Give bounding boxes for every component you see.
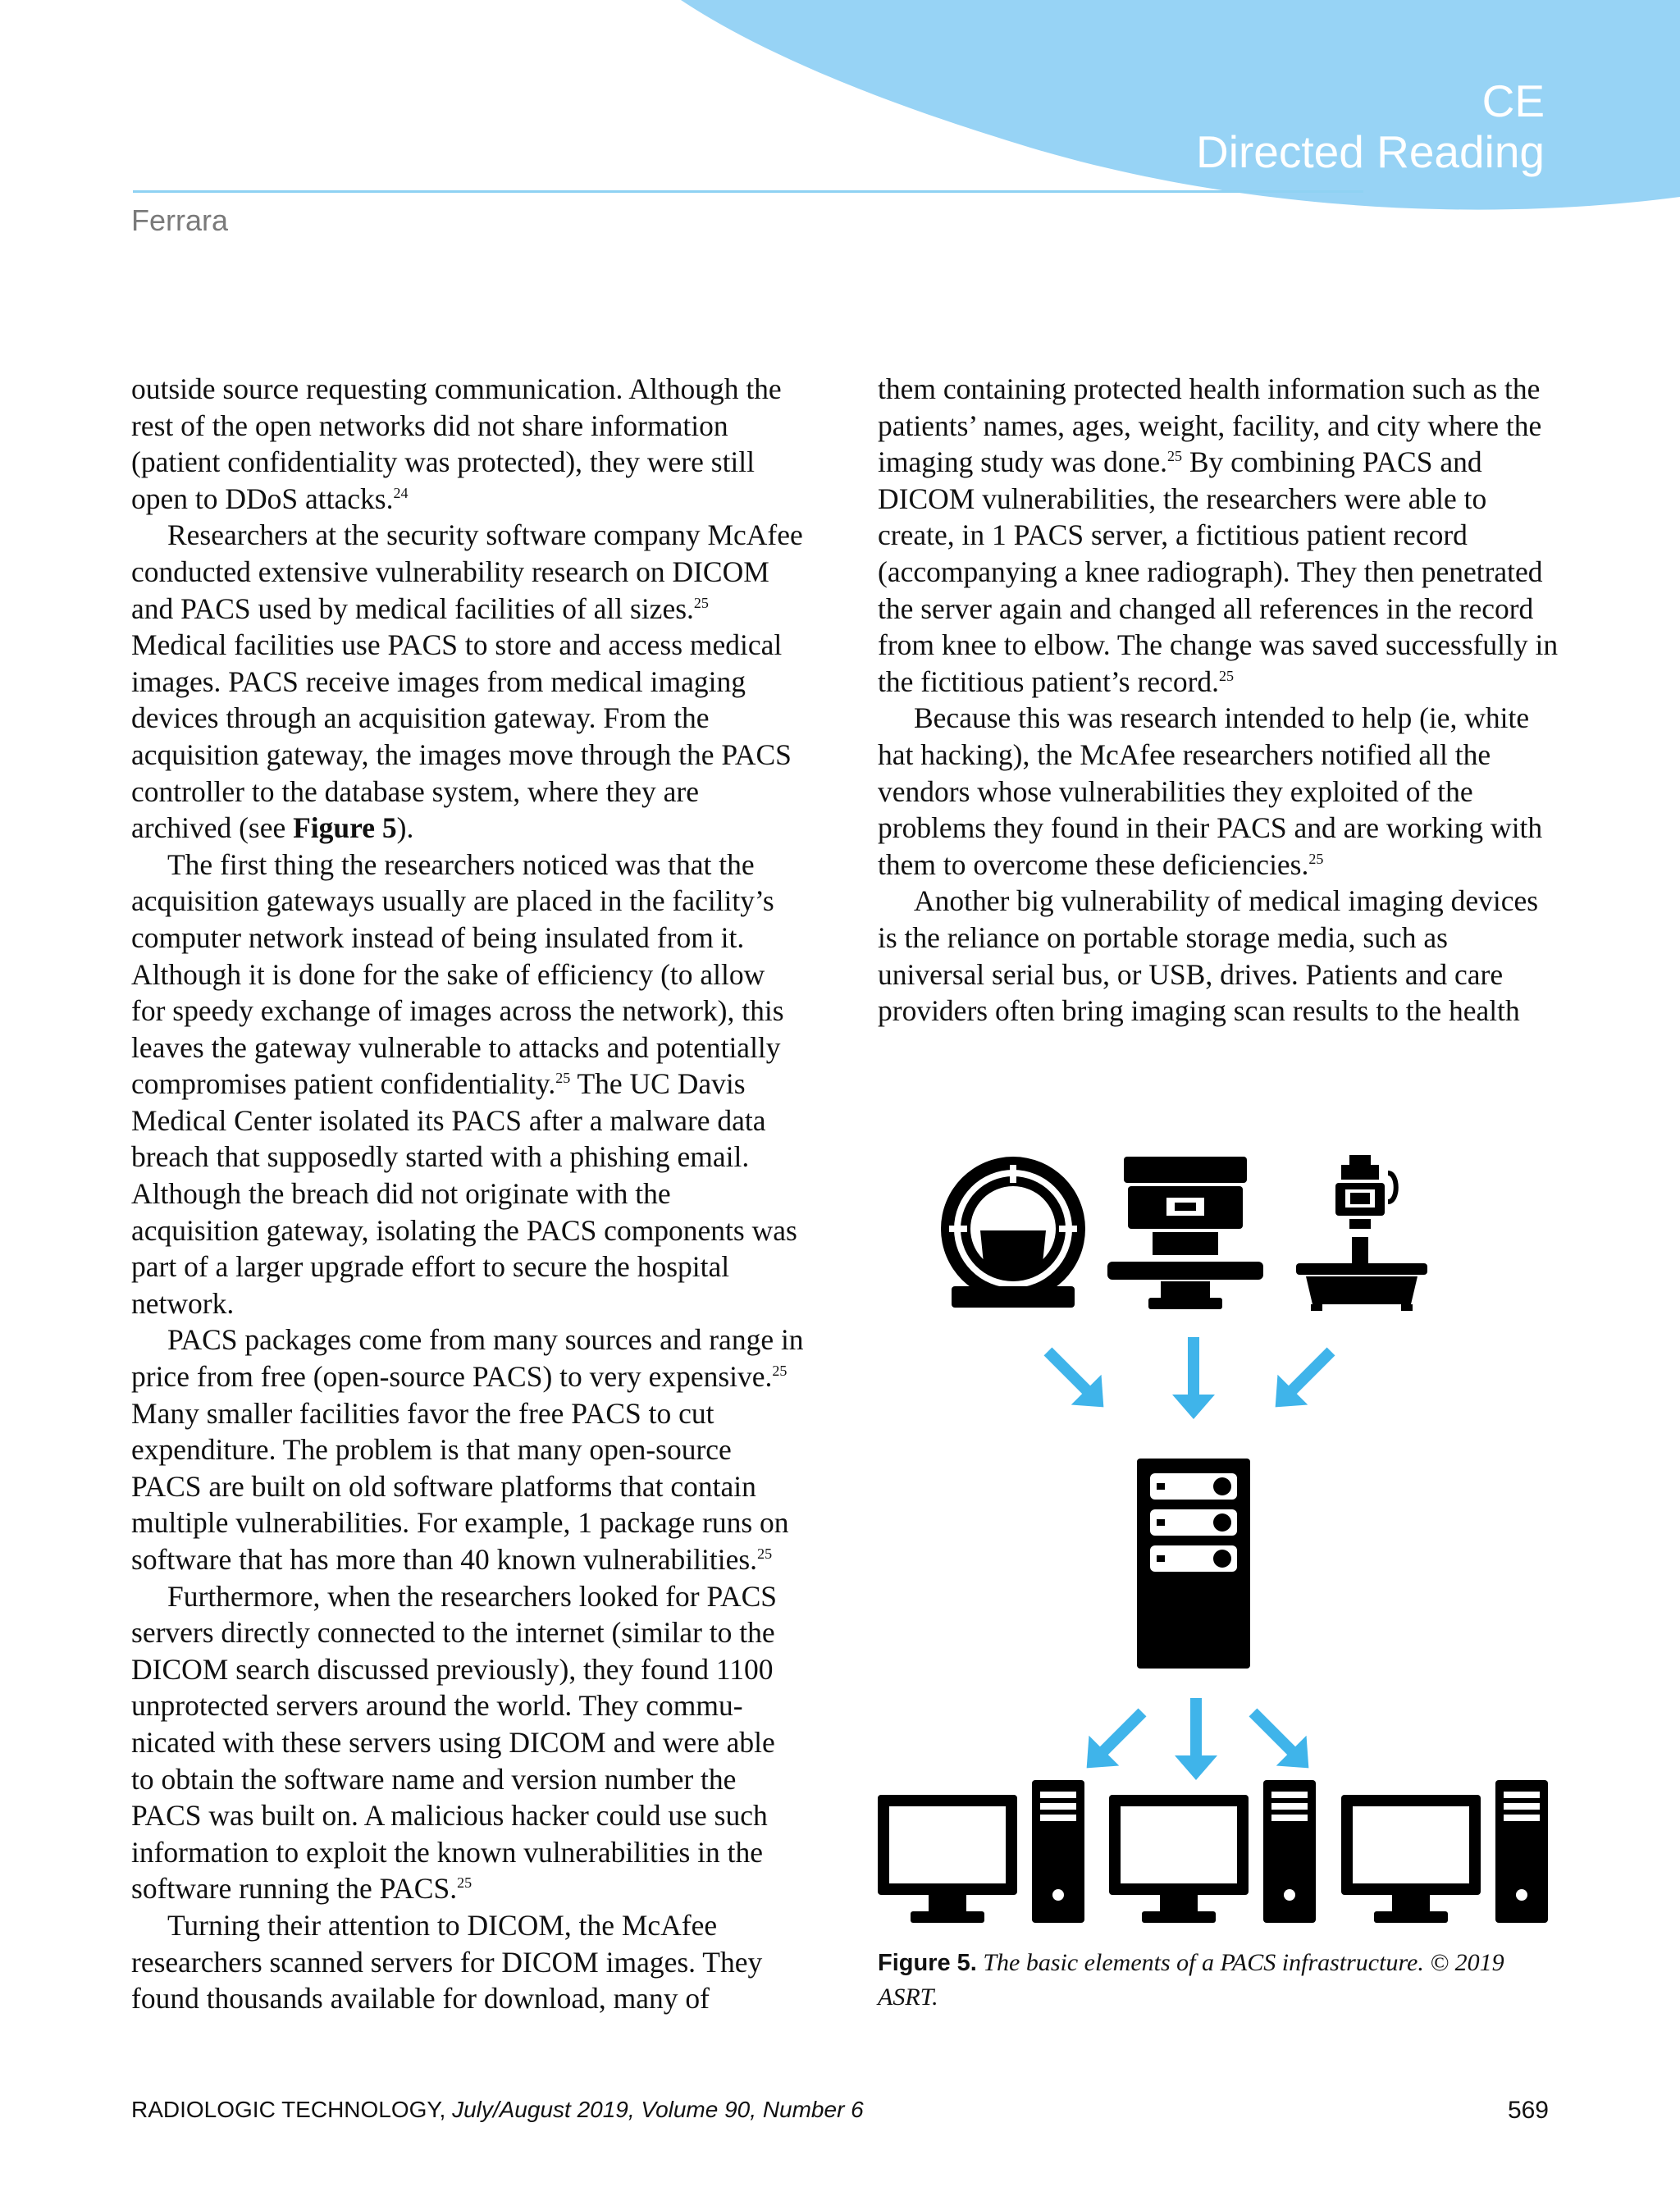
- left-column: [131, 371, 804, 2017]
- paragraph-text: Researchers at the security software company McAfee conducted extensive vulnerability research on DICOM and PACS used by medical facilities of all sizes.: [131, 518, 803, 625]
- figure-reference: Figure 5: [293, 811, 397, 845]
- caption-text: The basic elements of a PACS infrastructure. © 2019 ASRT.: [878, 1949, 1504, 2011]
- workstation-icon: [1109, 1780, 1316, 1923]
- section-label-line1: CE: [1481, 75, 1545, 126]
- arrow-server-to-ws3: [1238, 1697, 1324, 1783]
- right-column: [878, 371, 1559, 1029]
- section-label-line2: Directed Reading: [1196, 126, 1545, 177]
- paragraph-text: PACS packages come from many sources and range in price from free (open-source PACS) to very expensive.: [131, 1323, 804, 1394]
- paragraph: [878, 883, 1559, 1029]
- ct-scanner-icon: [941, 1157, 1085, 1308]
- paragraph-text: The UC Davis Medical Center isolated its PACS after a malware data breach that supposedly started with a phishing email. Although the breach did not originate with the acquisition gateway, isolating the PACS components was part of a larger upgrade effort to secure the hospital network.: [131, 1067, 797, 1320]
- paragraph-text: ).: [396, 811, 414, 845]
- paragraph: [131, 371, 804, 517]
- figure-caption: [878, 1946, 1550, 2015]
- citation-ref: 25: [457, 1874, 472, 1892]
- paragraph-text: By combining PACS and DICOM vulnerabilities, the researchers were able to create, in 1 PACS server, a fictitious patient record (accompanying a knee radiograph). They then penetrated the server again and changed all references in the record from knee to elbow. The change was saved successfully in the fictitious patient’s record.: [878, 445, 1559, 698]
- paragraph: [131, 1578, 804, 1907]
- paragraph-text: Turning their attention to DICOM, the McAfee researchers scanned servers for DICOM images. They found thousands available for download, many of: [131, 1908, 763, 2016]
- header-rule: [133, 190, 1363, 193]
- footer-journal: [131, 2097, 864, 2123]
- citation-ref: 25: [693, 594, 709, 611]
- workstation-icon: [1341, 1780, 1548, 1923]
- arrow-ct-to-server: [1033, 1336, 1119, 1422]
- page-number: 569: [1507, 2097, 1549, 2124]
- x-ray-machine-icon: [1296, 1155, 1427, 1311]
- paragraph-text: Many smaller facilities favor the free PACS to cut expenditure. The problem is that many open-source PACS are built on old software platforms that contain multiple vulnerabilities. For example, 1 package runs on software that has more than 40 known vulnerabilities.: [131, 1396, 789, 1576]
- outbound-arrows: [1071, 1697, 1323, 1783]
- paragraph: [131, 517, 804, 846]
- arrow-mri-to-server: [1172, 1337, 1215, 1419]
- journal-issue: July/August 2019, Volume 90, Number 6: [452, 2097, 864, 2122]
- paragraph: [878, 700, 1559, 883]
- mri-scanner-icon: [1107, 1157, 1263, 1309]
- paragraph: [878, 371, 1559, 700]
- server-icon: [1137, 1459, 1250, 1669]
- paragraph-text: Furthermore, when the researchers looked for PACS servers directly connected to the internet (similar to the DICOM search discussed previously), they found 1100 unprotected servers around the world. They communicated with these servers using DICOM and were able to obtain the software name and version number the PACS was built on. A malicious hacker could use such information to exploit the known vulnerabilities in the software running the PACS.: [131, 1579, 778, 1906]
- arrow-xray-to-server: [1260, 1336, 1346, 1422]
- inbound-arrows: [1033, 1336, 1346, 1422]
- journal-name: RADIOLOGIC TECHNOLOGY,: [131, 2097, 453, 2122]
- figure-5-pacs-diagram: [870, 1140, 1559, 1961]
- caption-label: Figure 5.: [878, 1950, 977, 1976]
- paragraph: [131, 1322, 804, 1577]
- section-label: [1196, 75, 1545, 177]
- citation-ref: 25: [772, 1363, 788, 1380]
- citation-ref: 25: [1308, 850, 1324, 867]
- paragraph-text: Another big vulnerability of medical imaging devices is the reliance on portable storage media, such as universal serial bus, or USB, drives. Patients and care providers often bring imaging scan results to the health: [878, 884, 1539, 1028]
- running-head-author: Ferrara: [131, 203, 229, 237]
- arrow-server-to-ws1: [1071, 1697, 1157, 1783]
- paragraph-text: Medical facilities use PACS to store and access medical images. PACS receive images from medical imaging devices through an acquisition gateway. From the acquisition gateway, the images move through the PACS controller to the database system, where they are archived (see: [131, 628, 792, 845]
- paragraph: [131, 1907, 804, 2017]
- arrow-server-to-ws2: [1175, 1698, 1217, 1780]
- citation-ref: 25: [1219, 667, 1235, 684]
- citation-ref: 24: [393, 484, 409, 501]
- citation-ref: 25: [1167, 448, 1182, 465]
- workstation-icon: [878, 1780, 1084, 1923]
- paragraph-text: them containing protected health information such as the patients’ names, ages, weight, facility, and city where the imaging study was done.: [878, 372, 1542, 479]
- paragraph-text: Because this was research intended to help (ie, white hat hacking), the McAfee researchers notified all the vendors whose vulnerabilities they exploited of the problems they found in their PACS and are working with them to overcome these deficiencies.: [878, 701, 1543, 881]
- paragraph-text: The first thing the researchers noticed was that the acquisition gateways usually are placed in the facility’s computer network instead of being insulated from it. Although it is done for the sake of efficiency (to allow for speedy exchange of images across the network), this leaves the gateway vulnerable to attacks and potentially compromises patient confidentiality.: [131, 847, 784, 1101]
- citation-ref: 25: [555, 1070, 571, 1087]
- paragraph: [131, 847, 804, 1322]
- paragraph-text: outside source requesting communication. Although the rest of the open networks did not share information (patient confidentiality was protected), they were still open to DDoS attacks.: [131, 372, 782, 515]
- citation-ref: 25: [757, 1545, 773, 1563]
